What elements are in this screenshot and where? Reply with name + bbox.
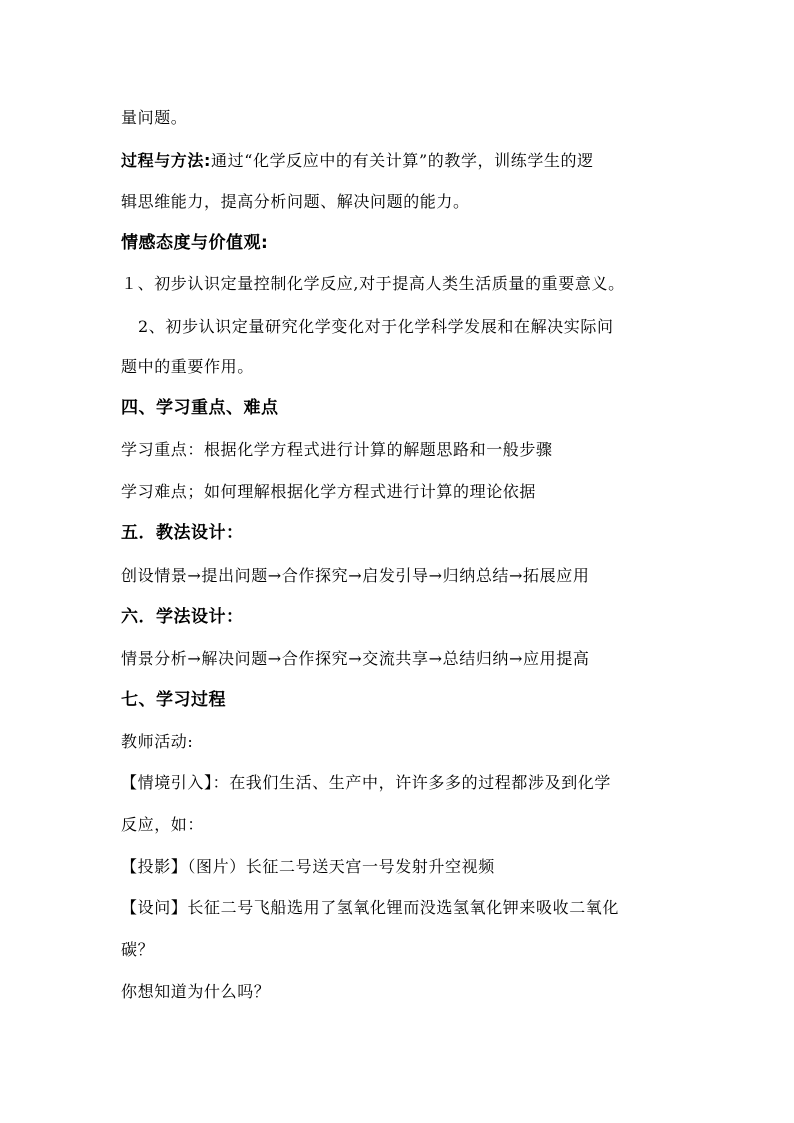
section-heading: 六．学法设计： bbox=[121, 607, 244, 627]
text-line: 【设问】长征二号飞船选用了氢氧化锂而没选氢氧化钾来吸收二氧化 bbox=[121, 898, 620, 917]
process-method-line bbox=[121, 150, 594, 172]
process-method-label: 过程与方法: bbox=[121, 151, 211, 170]
text-line: 创设情景→提出问题→合作探究→启发引导→归纳总结→拓展应用 bbox=[121, 566, 590, 585]
process-method-text: 通过“化学反应中的有关计算”的教学，训练学生的逻 bbox=[211, 151, 594, 170]
text-line: 反应，如： bbox=[121, 815, 205, 834]
text-line: 量问题。 bbox=[121, 108, 188, 127]
text-line: 教师活动: bbox=[121, 732, 194, 751]
text-line: 题中的重要作用。 bbox=[121, 357, 254, 376]
text-line: 碳？ bbox=[121, 940, 155, 959]
section-heading: 七、学习过程 bbox=[121, 690, 226, 710]
text-line: 【投影】（图片）长征二号送天宫一号发射升空视频 bbox=[121, 857, 495, 876]
text-line: 情景分析→解决问题→合作探究→交流共享→总结归纳→应用提高 bbox=[121, 649, 590, 668]
text-line: 学习难点；如何理解根据化学方程式进行计算的理论依据 bbox=[121, 482, 537, 501]
text-line: 你想知道为什么吗？ bbox=[121, 982, 271, 1001]
text-line: 【情境引入】：在我们生活、生产中，许许多多的过程都涉及到化学 bbox=[121, 773, 612, 792]
text-line: 学习重点：根据化学方程式进行计算的解题思路和一般步骤 bbox=[121, 440, 553, 459]
section-heading: 四、学习重点、难点 bbox=[121, 398, 279, 418]
text-line: 辑思维能力，提高分析问题、解决问题的能力。 bbox=[121, 192, 470, 211]
list-item: 2、初步认识定量研究化学变化对于化学科学发展和在解决实际问 bbox=[138, 317, 614, 336]
list-item: １、初步认识定量控制化学反应,对于提高人类生活质量的重要意义。 bbox=[121, 274, 625, 293]
section-heading: 五．教法设计： bbox=[121, 523, 244, 543]
section-heading: 情感态度与价值观: bbox=[121, 233, 269, 253]
